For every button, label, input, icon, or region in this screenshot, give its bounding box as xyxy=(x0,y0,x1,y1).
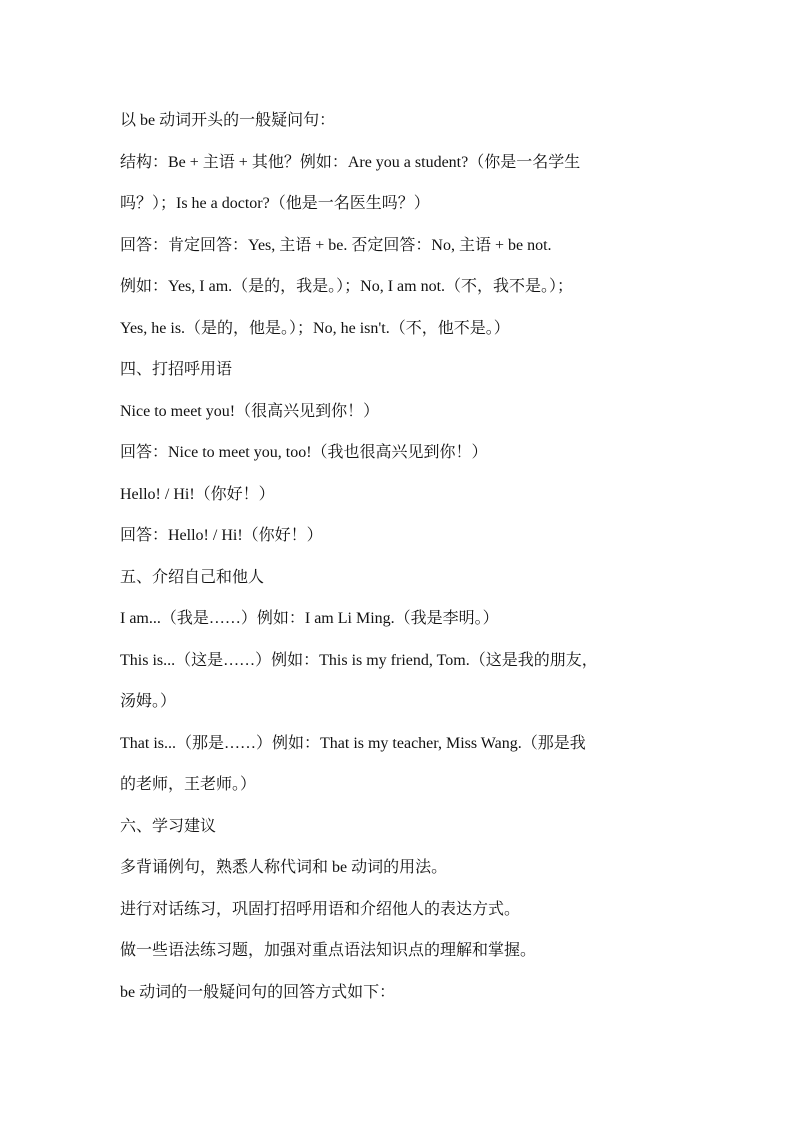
section-heading: 五、介绍自己和他人 xyxy=(120,568,265,586)
section-heading: 六、学习建议 xyxy=(120,817,217,835)
paragraph-line: Hello! / Hi!（你好！） xyxy=(120,485,275,503)
paragraph-line: 回答：Nice to meet you, too!（我也很高兴见到你！） xyxy=(120,444,488,461)
paragraph-line: 例如：Yes, I am.（是的，我是。）；No, I am not.（不，我不是。）； xyxy=(120,278,574,295)
paragraph-line: 吗？）；Is he a doctor?（他是一名医生吗？） xyxy=(120,195,430,212)
paragraph-line: 汤姆。） xyxy=(120,693,177,710)
section-heading: 四、打招呼用语 xyxy=(120,361,233,378)
paragraph-line: 回答：肯定回答：Yes, 主语 + be. 否定回答：No, 主语 + be not. xyxy=(120,236,552,254)
paragraph-line: I am...（我是……）例如：I am Li Ming.（我是李明。） xyxy=(120,610,499,627)
paragraph-line: Yes, he is.（是的，他是。）；No, he isn't.（不，他不是。） xyxy=(120,319,510,337)
paragraph-line: 做一些语法练习题，加强对重点语法知识点的理解和掌握。 xyxy=(120,942,537,959)
paragraph-line: 多背诵例句，熟悉人称代词和 be 动词的用法。 xyxy=(120,859,448,876)
paragraph-line: 结构：Be + 主语 + 其他？例如：Are you a student?（你是一名学生 xyxy=(120,153,581,171)
paragraph-line: This is...（这是……）例如：This is my friend, Tom.（这是我的朋友， xyxy=(120,651,598,669)
paragraph-line: That is...（那是……）例如：That is my teacher, Miss Wang.（那是我 xyxy=(120,734,586,752)
paragraph-line: 的老师，王老师。） xyxy=(120,776,257,793)
document-body xyxy=(120,100,686,1013)
paragraph-line: be 动词的一般疑问句的回答方式如下： xyxy=(120,983,396,1001)
paragraph-line: 以 be 动词开头的一般疑问句： xyxy=(120,112,336,129)
paragraph-line: 回答：Hello! / Hi!（你好！） xyxy=(120,527,323,544)
paragraph-line: Nice to meet you!（很高兴见到你！） xyxy=(120,402,380,420)
paragraph-line: 进行对话练习，巩固打招呼用语和介绍他人的表达方式。 xyxy=(120,900,521,918)
